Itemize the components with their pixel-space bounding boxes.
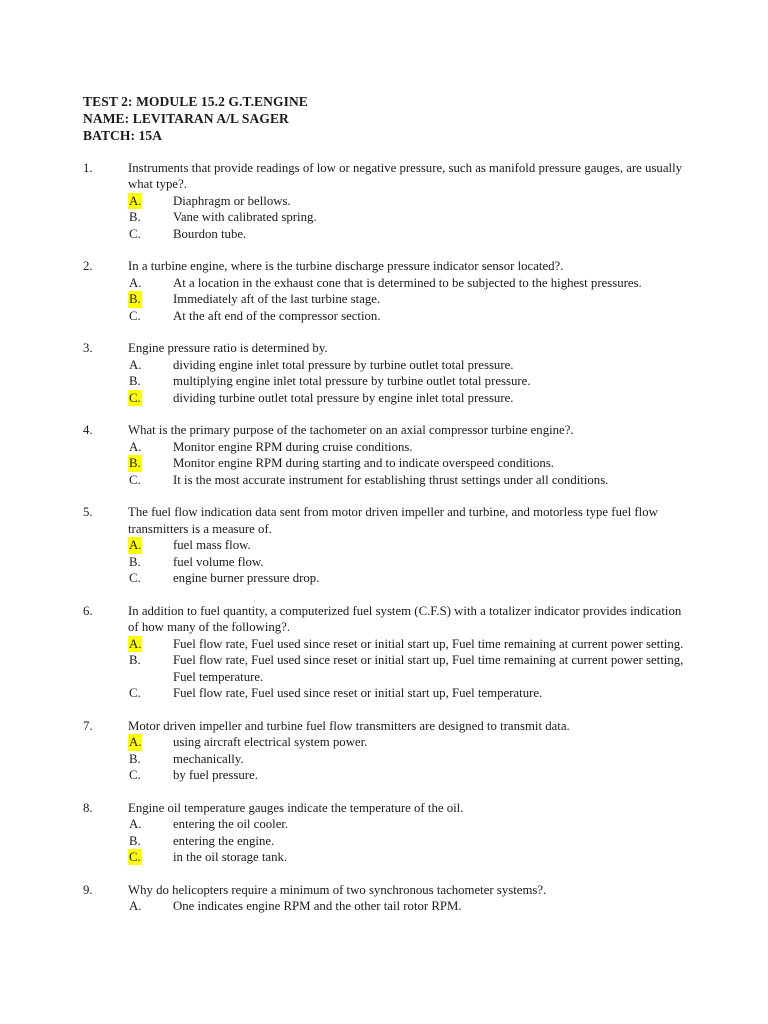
answer-option [128,193,688,209]
selected-answer-letter: B. [129,292,141,307]
batch-label: BATCH: 15A [83,128,163,143]
question-item [0,800,768,866]
question-text: Instruments that provide readings of low or negative pressure, such as manifold pressure gauges, are usually what type?. [128,161,683,192]
question-number: 1. [83,161,93,175]
answer-option [128,291,688,307]
selected-answer-letter: A. [129,538,142,553]
document-header [83,93,308,144]
answer-letter: B. [129,554,141,569]
answer-letter: A. [129,817,142,832]
student-name: NAME: LEVITARAN A/L SAGER [83,111,289,126]
question-text: Engine pressure ratio is determined by. [128,341,328,356]
question-number: 5. [83,505,93,520]
answer-option [128,898,688,914]
answer-letter: A. [129,439,142,454]
answer-text: Monitor engine RPM during cruise conditions. [173,439,413,454]
answer-option [128,554,688,570]
question-text: Motor driven impeller and turbine fuel flow transmitters are designed to transmit data. [128,718,570,733]
answer-option [128,849,688,865]
answer-letter: B. [129,374,141,389]
answer-letter: C. [129,767,141,782]
answer-text: entering the oil cooler. [173,817,289,832]
answer-option [128,439,688,455]
answer-text: using aircraft electrical system power. [173,735,368,750]
answer-letter: B. [129,751,141,766]
answer-text: Fuel flow rate, Fuel used since reset or initial start up, Fuel time remaining at current power setting. [173,636,684,651]
answer-text: Fuel flow rate, Fuel used since reset or initial start up, Fuel time remaining at current power setting, Fuel temperature. [173,653,684,684]
answer-option [128,373,688,389]
question-text: In addition to fuel quantity, a computerized fuel system (C.F.S) with a totalizer indicator provides indication of how many of the following?. [128,603,682,635]
answer-letter: C. [129,685,141,700]
answer-text: entering the engine. [173,833,275,848]
answer-text: dividing turbine outlet total pressure by engine inlet total pressure. [173,390,514,405]
answer-text: Immediately aft of the last turbine stage. [173,292,381,307]
answer-option [128,685,688,701]
answer-text: At the aft end of the compressor section. [173,308,381,323]
question-text: Why do helicopters require a minimum of two synchronous tachometer systems?. [128,882,547,897]
answer-option [128,636,688,652]
answer-letter: A. [129,275,142,290]
answer-text: Diaphragm or bellows. [173,193,291,208]
answer-text: in the oil storage tank. [173,849,288,864]
answer-text: Vane with calibrated spring. [173,210,317,225]
answer-text: fuel volume flow. [173,554,264,569]
answer-text: It is the most accurate instrument for establishing thrust settings under all conditions. [173,472,609,487]
question-item [0,422,768,488]
answer-option [128,833,688,849]
question-number: 2. [83,259,93,274]
answer-option [128,767,688,783]
question-item [0,718,768,784]
answer-option [128,816,688,832]
question-item [0,603,768,701]
answer-letter: C. [129,571,141,586]
answer-option [128,537,688,553]
answer-letter: B. [129,210,141,225]
answer-option [128,652,688,685]
question-item [0,504,768,586]
answer-option [128,734,688,750]
answer-option [128,308,688,324]
question-item [0,258,768,324]
question-number: 3. [83,341,93,356]
answer-option [128,570,688,586]
selected-answer-letter: C. [129,390,141,405]
answer-letter: B. [129,833,141,848]
answer-text: Fuel flow rate, Fuel used since reset or initial start up, Fuel temperature. [173,685,543,700]
question-number: 7. [83,718,93,733]
selected-answer-letter: A. [129,735,142,750]
answer-option [128,390,688,406]
selected-answer-letter: C. [129,849,141,864]
answer-text: dividing engine inlet total pressure by turbine outlet total pressure. [173,357,514,372]
answer-text: Bourdon tube. [173,226,247,241]
answer-option [128,455,688,471]
question-number: 9. [83,882,93,897]
answer-option [128,472,688,488]
answer-letter: C. [129,308,141,323]
answer-letter: B. [129,653,141,668]
answer-text: At a location in the exhaust cone that is determined to be subjected to the highest pressures. [173,275,642,290]
question-item [0,882,768,915]
answer-text: Monitor engine RPM during starting and to indicate overspeed conditions. [173,456,555,471]
answer-option [128,357,688,373]
answer-text: engine burner pressure drop. [173,571,320,586]
question-text: What is the primary purpose of the tachometer on an axial compressor turbine engine?. [128,423,574,438]
answer-option [128,751,688,767]
answer-option [128,209,688,225]
answer-text: multiplying engine inlet total pressure by turbine outlet total pressure. [173,374,531,389]
answer-text: fuel mass flow. [173,538,251,553]
answer-text: by fuel pressure. [173,767,258,782]
question-item [0,160,768,242]
answer-letter: A. [129,357,142,372]
question-number: 4. [83,423,93,438]
question-text: The fuel flow indication data sent from motor driven impeller and turbine, and motorless type fuel flow transmitters is a measure of. [128,505,658,536]
answer-letter: A. [129,899,142,914]
test-title: TEST 2: MODULE 15.2 G.T.ENGINE [83,94,308,109]
question-item [0,340,768,406]
selected-answer-letter: A. [129,193,142,208]
answer-letter: C. [129,472,141,487]
answer-option [128,275,688,291]
selected-answer-letter: A. [129,636,142,651]
answer-text: One indicates engine RPM and the other tail rotor RPM. [173,899,462,914]
selected-answer-letter: B. [129,456,141,471]
answer-option [128,226,688,242]
question-number: 8. [83,800,93,815]
question-list [0,160,768,931]
answer-text: mechanically. [173,751,244,766]
question-text: Engine oil temperature gauges indicate the temperature of the oil. [128,800,464,815]
answer-letter: C. [129,226,141,241]
question-number: 6. [83,603,93,618]
question-text: In a turbine engine, where is the turbine discharge pressure indicator sensor located?. [128,259,564,274]
